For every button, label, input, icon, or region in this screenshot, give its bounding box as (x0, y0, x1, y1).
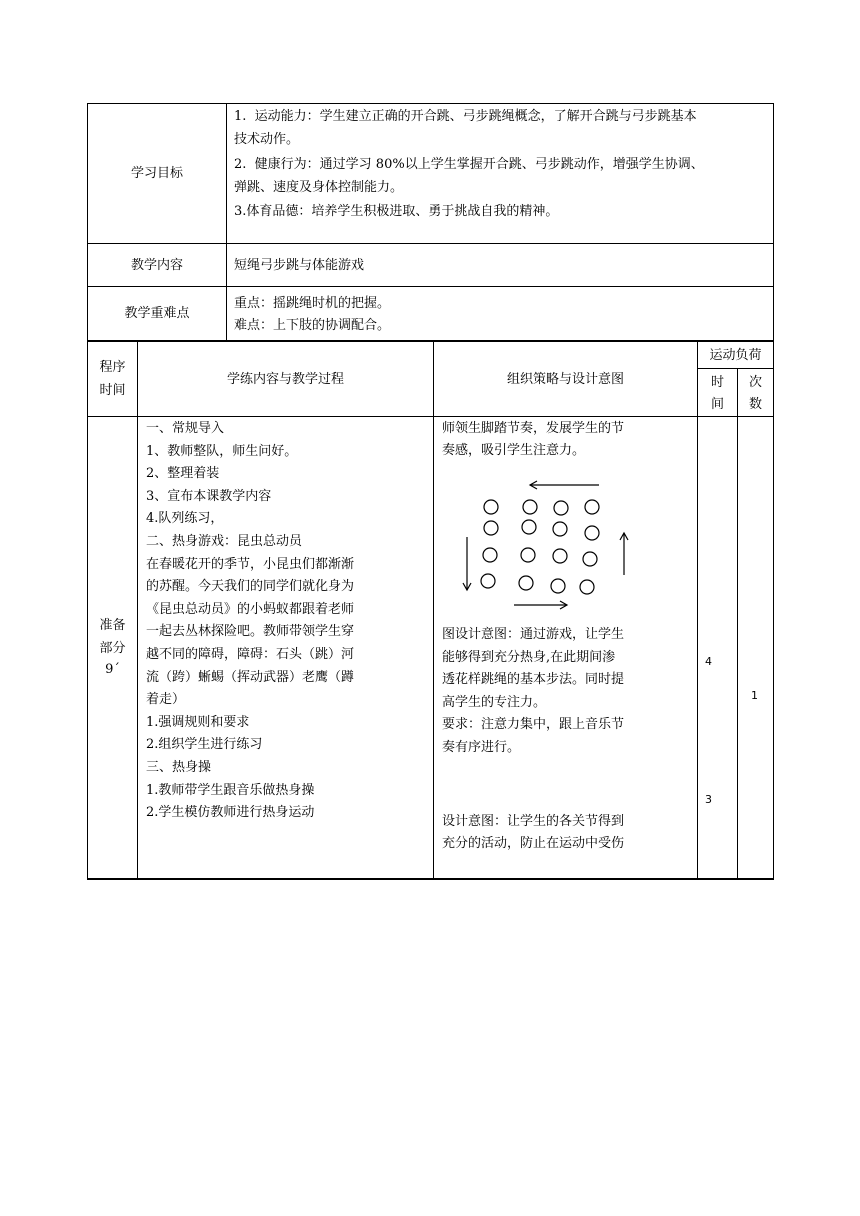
content-label: 教学内容 (130, 258, 183, 273)
content-line: 1.强调规则和要求 (146, 714, 250, 730)
table-border (87, 416, 774, 417)
header-load-count: 数 (748, 397, 762, 412)
formation-diagram (434, 470, 697, 620)
student-circle (553, 522, 567, 536)
section-duration: 9´ (105, 662, 120, 677)
section-label: 准备 (99, 618, 126, 633)
student-circle (481, 574, 495, 588)
header-procedure-time: 时间 (99, 383, 126, 398)
strategy-line: 要求：注意力集中，跟上音乐节 (442, 717, 625, 732)
header-strategy: 组织策略与设计意图 (506, 372, 624, 387)
content-line: 一、常规导入 (146, 421, 225, 436)
header-load-time: 间 (710, 397, 724, 412)
table-border (697, 340, 698, 880)
student-circle (551, 579, 565, 593)
student-circle (522, 520, 536, 534)
student-circle (521, 548, 535, 562)
header-procedure-time: 程序 (99, 360, 126, 375)
content-line: 2.学生模仿教师进行热身运动 (146, 805, 315, 821)
content-line: 3、宣布本课教学内容 (146, 488, 272, 504)
content-line: 的苏醒。今天我们的同学们就化身为 (146, 579, 355, 595)
key-points-label: 教学重难点 (124, 306, 190, 321)
table-border (87, 103, 774, 104)
table-border (87, 340, 88, 880)
load-count-value: 1 (751, 689, 758, 702)
header-load-time: 时 (710, 375, 724, 390)
header-content: 学练内容与教学过程 (226, 372, 344, 387)
content-line: 三、热身操 (146, 760, 212, 775)
content-line: 越不同的障碍，障碍：石头（跳）河 (146, 647, 355, 662)
section-label: 部分 (99, 641, 126, 656)
objective-line: 2. 健康行为：通过学习 80%以上学生掌握开合跳、弓步跳动作，增强学生协调、 (234, 157, 704, 172)
strategy-line: 设计意图：让学生的各关节得到 (442, 814, 625, 829)
student-circle (553, 549, 567, 563)
content-line: 《昆虫总动员》的小蚂蚁都跟着老师 (146, 601, 355, 617)
strategy-line: 充分的活动，防止在运动中受伤 (442, 836, 625, 851)
content-line: 1.教师带学生跟音乐做热身操 (146, 782, 315, 798)
student-circle (580, 580, 594, 594)
table-border (137, 340, 138, 880)
key-point-line: 重点：摇跳绳时机的把握。 (234, 296, 391, 311)
strategy-line: 透花样跳绳的基本步法。同时提 (442, 672, 625, 687)
content-line: 1、教师整队，师生问好。 (146, 443, 298, 459)
student-circle (484, 500, 498, 514)
objective-line: 1. 运动能力：学生建立正确的开合跳、弓步跳绳概念，了解开合跳与弓步跳基本 (234, 109, 697, 124)
table-border (773, 340, 774, 880)
strategy-line: 高学生的专注力。 (442, 694, 547, 710)
student-circle (554, 501, 568, 515)
content-line: 一起去丛林探险吧。教师带领学生穿 (146, 624, 355, 640)
student-circle (484, 521, 498, 535)
content-line: 二、热身游戏：昆虫总动员 (146, 534, 303, 549)
content-line: 在春暖花开的季节，小昆虫们都渐渐 (146, 556, 355, 572)
content-line: 2、整理着装 (146, 466, 220, 482)
objective-line: 3.体育品德：培养学生积极进取、勇于挑战自我的精神。 (234, 204, 559, 219)
strategy-line: 师领生脚踏节奏，发展学生的节 (442, 421, 625, 436)
table-border (87, 340, 774, 342)
student-circle (483, 548, 497, 562)
strategy-line: 奏感，吸引学生注意力。 (442, 443, 586, 458)
strategy-line: 奏有序进行。 (442, 739, 521, 755)
header-exercise-load: 运动负荷 (709, 348, 762, 363)
content-line: 4.队列练习， (146, 511, 224, 527)
table-border (773, 103, 774, 341)
table-border (87, 243, 774, 244)
student-circle (583, 552, 597, 566)
header-load-count: 次 (748, 375, 762, 390)
objectives-label: 学习目标 (130, 166, 183, 181)
load-time-value: 3 (705, 793, 712, 806)
content-line: 2.组织学生进行练习 (146, 737, 263, 753)
load-time-value: 4 (705, 655, 712, 668)
table-border (87, 878, 774, 880)
strategy-line: 图设计意图：通过游戏，让学生 (442, 627, 625, 642)
table-border (87, 286, 774, 287)
table-border (226, 103, 227, 341)
student-circle (523, 500, 537, 514)
content-line: 着走） (146, 692, 186, 708)
student-circle (585, 500, 599, 514)
student-circle (585, 526, 599, 540)
difficulty-line: 难点：上下肢的协调配合。 (234, 318, 391, 333)
objective-line: 技术动作。 (234, 132, 300, 147)
table-border (697, 368, 774, 369)
student-circle (519, 576, 533, 590)
content-line: 流（跨）蜥蜴（挥动武器）老鹰（蹲 (146, 669, 355, 685)
objective-line: 弹跳、速度及身体控制能力。 (234, 180, 404, 195)
strategy-line: 能够得到充分热身,在此期间渗 (442, 649, 616, 665)
content-value: 短绳弓步跳与体能游戏 (234, 258, 365, 273)
table-border (737, 368, 738, 880)
